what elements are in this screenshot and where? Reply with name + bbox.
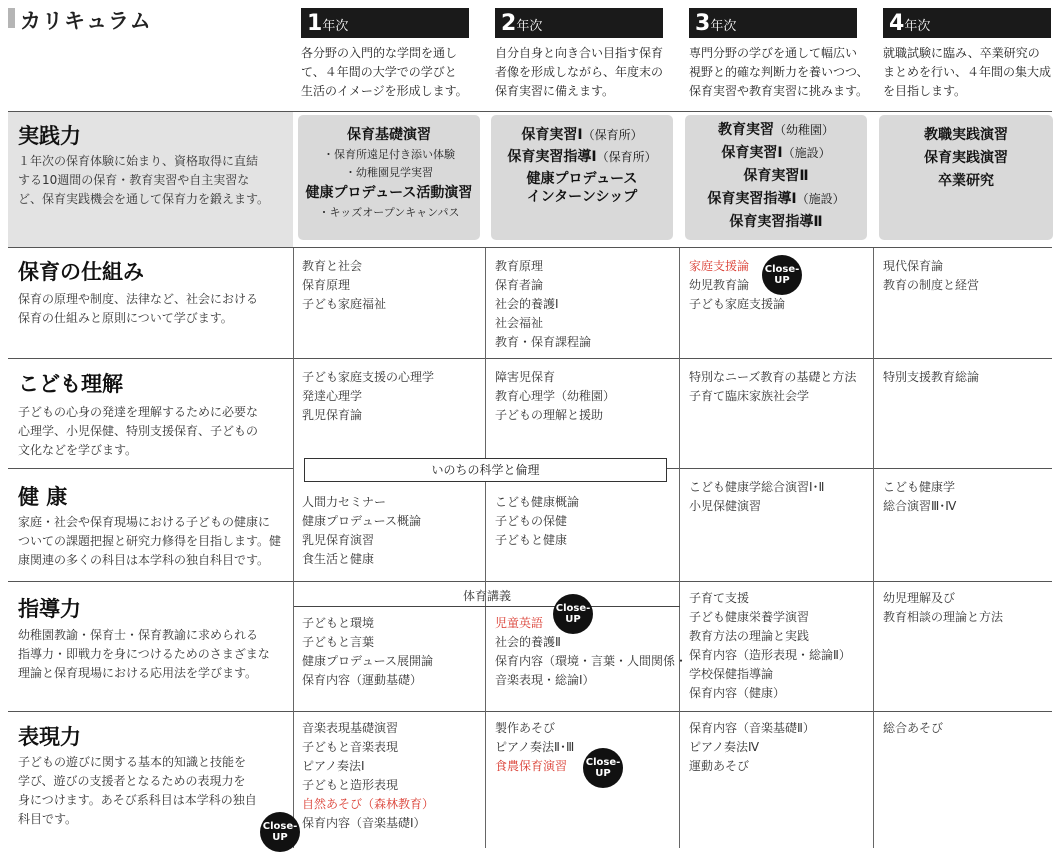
guidance-year-2-list: 児童英語 社会的養護Ⅱ 保育内容（環境・言葉・人間関係・ 音楽表現・総論Ⅰ） — [495, 616, 688, 687]
year-3-num: 3 — [695, 11, 711, 36]
highlight-course: 児童英語 — [495, 616, 544, 630]
category-child-desc: 子どもの心身の発達を理解するために必要な 心理学、小児保健、特別支援保育、子どもの 文化などを学びます。 — [18, 405, 259, 457]
year-2-header — [495, 8, 663, 38]
system-year-1-list: 教育と社会 保育原理 子ども家庭福祉 — [302, 259, 387, 311]
year-2-num: 2 — [501, 11, 517, 36]
category-guidance-desc: 幼稚園教諭・保育士・保育教諭に求められる 指導力・即戦力を身につけるためのさまざまな 理論と保育現場における応用法を学びます。 — [18, 628, 270, 680]
expression-year-2-list: 製作あそび ピアノ奏法Ⅱ･Ⅲ 食農保育演習 — [495, 719, 574, 776]
col-divider — [679, 248, 680, 848]
col-divider — [873, 248, 874, 848]
health-year-1-list: 人間力セミナー 健康プロデュース概論 乳児保育演習 食生活と健康 — [302, 495, 422, 566]
span-course-pe-line — [294, 606, 680, 607]
span-course-pe: 体育講義 — [462, 589, 511, 603]
row-divider — [8, 711, 1052, 712]
category-system-title: 保育の仕組み — [18, 260, 144, 284]
child-year-2-list: 障害児保育 教育心理学（幼稚園） 子どもの理解と援助 — [495, 370, 616, 422]
col-divider — [485, 482, 486, 848]
row-divider — [666, 468, 1052, 469]
system-year-3-list: 家庭支援論 幼児教育論 子ども家庭支援論 — [689, 259, 786, 311]
year-3-header — [689, 8, 857, 38]
system-year-2-list: 教育原理 保育者論 社会的養護Ⅰ 社会福祉 教育・保育課程論 — [495, 259, 592, 349]
highlight-course: 自然あそび（森林教育） — [302, 797, 435, 811]
row-divider — [8, 468, 294, 469]
year-2-suffix: 年次 — [516, 19, 543, 34]
category-system-desc: 保育の原理や制度、法律など、社会における 保育の仕組みと原則について学びます。 — [18, 292, 259, 325]
year-1-num: 1 — [307, 11, 323, 36]
health-year-4-list: こども健康学 総合演習Ⅲ･Ⅳ — [883, 480, 957, 513]
span-course-life-science: いのちの科学と倫理 — [304, 458, 667, 482]
close-up-badge[interactable]: Close- UP — [260, 812, 300, 852]
expression-year-4-list: 総合あそび — [883, 721, 944, 735]
row-divider — [8, 111, 1052, 112]
expression-year-1-list: 音楽表現基礎演習 子どもと音楽表現 ピアノ奏法Ⅰ 子どもと造形表現 自然あそび（森林教育） 保育内容（音楽基礎Ⅰ） — [302, 721, 435, 830]
health-year-3-list: こども健康学総合演習Ⅰ･Ⅱ 小児保健演習 — [689, 480, 825, 513]
practice-year-2-box: 保育実習Ⅰ（保育所） 保育実習指導Ⅰ（保育所） 健康プロデュース インターンシップ — [491, 115, 673, 240]
close-up-badge[interactable]: Close- UP — [762, 255, 802, 295]
category-expression-title: 表現力 — [18, 725, 81, 749]
category-health-desc: 家庭・社会や保育現場における子どもの健康に ついての課題把握と研究力修得を目指します。健 康関連の多くの科目は本学科の独自科目です。 — [18, 515, 282, 567]
row-divider — [8, 358, 1052, 359]
col-divider — [485, 248, 486, 458]
category-practice-title: 実践力 — [18, 124, 81, 148]
year-2-desc: 自分自身と向き合い目指す保育 者像を形成しながら、年度末の 保育実習に備えます。 — [495, 46, 664, 98]
year-1-suffix: 年次 — [322, 19, 349, 34]
title-accent-bar — [8, 8, 15, 28]
close-up-badge[interactable]: Close- UP — [583, 748, 623, 788]
category-health-title: 健 康 — [18, 485, 68, 509]
year-4-num: 4 — [889, 11, 905, 36]
child-year-1-list: 子ども家庭支援の心理学 発達心理学 乳児保育論 — [302, 370, 435, 422]
category-expression-desc: 子どもの遊びに関する基本的知識と技能を 学び、遊びの支援者となるための表現力を 身につけます。あそび系科目は本学科の独自 科目です。 — [18, 755, 257, 826]
child-year-4-list: 特別支援教育総論 — [883, 370, 980, 384]
practice-year-4-box: 教職実践演習 保育実践演習 卒業研究 — [879, 115, 1053, 240]
year-4-header — [883, 8, 1051, 38]
year-3-suffix: 年次 — [710, 19, 737, 34]
guidance-year-4-list: 幼児理解及び 教育相談の理論と方法 — [883, 591, 1004, 624]
practice-year-1-box: 保育基礎演習 ・保育所遠足付き添い体験 ・幼稚園見学実習 健康プロデュース活動演習 ・キッズオープンキャンパス — [298, 115, 480, 240]
practice-year-3-box: 教育実習（幼稚園） 保育実習Ⅰ（施設） 保育実習Ⅱ 保育実習指導Ⅰ（施設） 保育実習指導Ⅱ — [685, 115, 867, 240]
row-divider — [8, 247, 1052, 248]
highlight-course: 食農保育演習 — [495, 759, 568, 773]
category-guidance-title: 指導力 — [18, 597, 81, 621]
system-year-4-list: 現代保育論 教育の制度と経営 — [883, 259, 980, 292]
guidance-year-3-list: 子育て支援 子ども健康栄養学演習 教育方法の理論と実践 保育内容（造形表現・総論Ⅱ） 学校保健指導論 保育内容（健康） — [689, 591, 851, 700]
year-3-desc: 専門分野の学びを通して幅広い 視野と的確な判断力を養いつつ、 保育実習や教育実習に挑みます。 — [689, 46, 869, 98]
year-1-desc: 各分野の入門的な学問を通し て、４年間の大学での学びと 生活のイメージを形成します。 — [301, 46, 468, 98]
close-up-badge[interactable]: Close- UP — [553, 594, 593, 634]
health-year-2-list: こども健康概論 子どもの保健 子どもと健康 — [495, 495, 580, 547]
child-year-3-list: 特別なニーズ教育の基礎と方法 子育て臨床家族社会学 — [689, 370, 857, 403]
category-practice-desc: １年次の保育体験に始まり、資格取得に直結 する10週間の保育・教育実習や自主実習な ど、保育実践機会を通して保育力を鍛えます。 — [18, 154, 270, 206]
expression-year-3-list: 保育内容（音楽基礎Ⅱ） ピアノ奏法Ⅳ 運動あそび — [689, 721, 815, 773]
highlight-course: 家庭支援論 — [689, 259, 750, 273]
year-4-suffix: 年次 — [904, 19, 931, 34]
page-title: カリキュラム — [20, 9, 152, 33]
category-child-title: こども理解 — [18, 372, 123, 396]
year-1-header — [301, 8, 469, 38]
year-4-desc: 就職試験に臨み、卒業研究の まとめを行い、４年間の集大成 を目指します。 — [883, 46, 1052, 98]
row-divider — [8, 581, 1052, 582]
guidance-year-1-list: 子どもと環境 子どもと言葉 健康プロデュース展開論 保育内容（運動基礎） — [302, 616, 434, 687]
